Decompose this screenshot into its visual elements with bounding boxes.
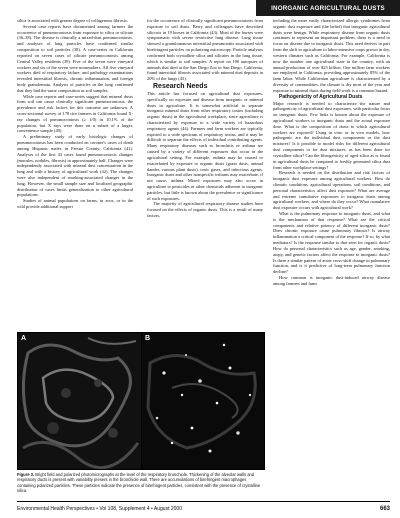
paragraph: silica is associated with greater degree of collagenous fibrosis. <box>17 18 128 23</box>
paragraph: Major research is needed to characterize the nature and pathogenicity of agricultural dust exposures, with particular focus on inorganic dusts. Few links is known about the exposure of agricultural workers to inorganic dusts and the actual exposure dose. What is the composition of dusts to which agricultural workers are exposed? Using in vitro or in vivo models, how pathogenic are the individual dust components or the dust mixtures? Is it possible to model risks for different agricultural dust components or for dust mixtures, as has been done for crystalline silica? Can the fibrogenicity of aged silica as is found in agricultural dusts be compared to freshly generated silica dust from other workplace settings? <box>273 100 390 170</box>
micrograph-a-image <box>18 333 141 469</box>
paragraph: Research is needed on the distribution and risk factors of inorganic dust exposure among agricultural workers. How do climatic conditions, agricultural operations, soil conditions, and personal characteristics affect dust exposure? What are average and extreme cumulative exposures to inorganic dusts among agricultural workers, and where do they occur? What cumulative dust exposure occurs with agricultural work? <box>273 170 390 211</box>
column-1 <box>17 18 133 328</box>
micrograph-b-image <box>142 333 264 469</box>
paragraph: for the occurrence of clinically significant pneumoconiosis from exposure to soil dusts. Berry and colleagues have described silicosis in 19 horses in California (43). Most of the horses were symptomatic with severe restrictive lung disease. Lung tissue showed a granulomatous interstitial pneumonitis associated with birefringent particles on polarizing microscopy. Particle analyses confirmed both crystalline silica and silicates in the lung tissue, which is similar to soil samples. A report on 100 autopsies of animals that died at the San Diego Zoo in San Diego, California, found interstitial fibrosis associated with mineral dust deposits in 20% of the lungs (45). <box>147 18 263 82</box>
caption-text: Bright field and polarized photomicrographs at the level of the respiratory bronchiole. Thickening of the alveolar walls and respiratory ducts is present with variability present in the bronchiole wall. There are accumulations of birefringent macrophages containing polarized particles. These particles indicate the presence of birefringent particles, consistent with the presence of crystalline silica. <box>17 472 261 493</box>
micrograph-bright-field <box>18 333 141 469</box>
page-footer <box>17 501 390 512</box>
paragraph: Studies of animal populations on farms, in zoos, or in the wild provide additional support <box>17 198 133 209</box>
section-heading-research-needs: Research Needs <box>153 82 208 90</box>
section-title: INORGANIC AGRICULTURAL DUSTS <box>271 4 385 12</box>
micrograph-polarized <box>142 333 264 469</box>
caption-label: Figure 3. <box>17 472 35 477</box>
page-number: 663 <box>379 506 390 512</box>
figure-3 <box>17 332 265 470</box>
paragraph: While case reports and case-series suggest that mineral dusts from soil can cause clinically significant pneumoconiosis, the prevalence and risk factors for this outcome are unknown. A cross-sectional survey of 178 rice farmers in California found X-ray changes of pneumoconiosis (≥ 1/0) in 10.1% of the population, but X rays were done on a subset of a larger, convenience sample (49). <box>17 93 133 134</box>
paragraph: This article has focused on agricultural dust exposures, specifically on exposure and disease from inorganic or mineral dusts in agriculture. It is somewhat artificial to separate inorganic mineral dusts from other respiratory toxins (including organic dusts) in the agricultural workplace, since agriculture is characterized by exposure to a wide variety of hazardous respiratory agents (44). Farmers and farm workers are typically exposed to a wide spectrum of respiratory toxins, and it may be difficult to separate the effects of individual contributing agents. Many respiratory diseases such as bronchitis or asthma are caused by a variety of different exposures that occur in the agricultural setting. For example, asthma may be caused or exacerbated by exposure to organic dusts (grain dusts, animal dander, various plant dusts), toxic gases, and infectious agents. Inorganic dusts and other nonspecific irritants may exacerbate, if not cause, asthma. Mixed exposures may also occur in agriculture to pesticides or other chemicals adherent to inorganic particles, but little is known about the prevalence or significance of such exposures. <box>147 90 263 201</box>
figure-caption <box>17 472 263 493</box>
paragraph: How common is inorganic dust-induced airway disease among farmers and farm <box>273 274 390 286</box>
column-2 <box>147 18 263 328</box>
column-3 <box>273 18 390 488</box>
journal-citation: Environmental Health Perspectives • Vol 108, Supplement 4 • August 2000 <box>17 506 182 512</box>
section-header <box>256 0 400 16</box>
subsection-heading-pathogenicity: Pathogenicity of Agricultural Dusts <box>279 93 363 100</box>
paragraph: including the more easily characterized allergic syndromes from organic dust exposure and (the belief) that inorganic agricultural dusts were benign. While respiratory disease from organic dusts continues to represent an important problem, there is a need to focus on disease due to inorganic dusts. This need derives in part from the shift in agriculture to labor-intensive crops grown in dry, western climates such as California. For example, California is now the number one agricultural state in the country, with an annual production of over $25 billion. One million farm workers are employed in California, providing approximately 85% of the farm labor. While Californian agriculture is characterized by a diversity of commodities, the climate is dry most of the year and exposure to mineral dusts during field work is a common hazard. <box>273 18 390 93</box>
paragraph: The majority of agricultural respiratory disease studies have focused on the effects of organic dusts. This is a result of many factors, <box>147 201 263 218</box>
paragraph: What is the pulmonary response to inorganic dusts, and what is the mechanism of that response? What are the critical components and relative potency of different inorganic dusts? Does chronic exposure cause pulmonary fibrosis? Is airway inflammation a critical component of the response? If so, by what mediators? Is the response similar to that seen for organic dusts? How do personal characteristics such as age, gender, smoking, atopy, and genetic factors affect the response to inorganic dusts? Is there a similar pattern of acute cross-shift change in pulmonary function, and is it predictive of long-term pulmonary function decline? <box>273 211 390 275</box>
panel-label-a: A <box>21 335 27 342</box>
paragraph: A preliminary study of early histologic changes of pneumoconiosis has been conducted on coroner's cases of death among Hispanic males in Fresno County, California (41). Analyses of the first 43 cases found pneumoconiosis changes (macules, nodules, fibrosis) in approximately half. Changes were independently associated with mineral dust concentration in the lung and with a history of agricultural work (42). The changes were also independent of smoking-associated changes in the lung. However, the small sample size and localized geographic distribution of cases limits generalization to other agricultural populations. <box>17 134 133 198</box>
panel-label-b: B <box>145 335 151 342</box>
paragraph: Several case reports have documented among farmers the occurrence of pneumoconiosis from exposure to silica or silicate (36–38). The disease is clinically a mixed-dust pneumoconiosis, and analyses of lung particles have confirmed similar composition to soil particles (38). A case-series in California reported on seven cases of silicate pneumoconiosis among Central Valley residents (39). Five of the seven were vineyard workers and six of the seven were nonsmokers. All five vineyard workers died of respiratory failure, and pathology examinations revealed interstitial fibrosis, chronic inflammation, and foreign body granulomata. Analysis of particles in the lung confirmed that they had the same composition as soil samples. <box>17 23 133 93</box>
